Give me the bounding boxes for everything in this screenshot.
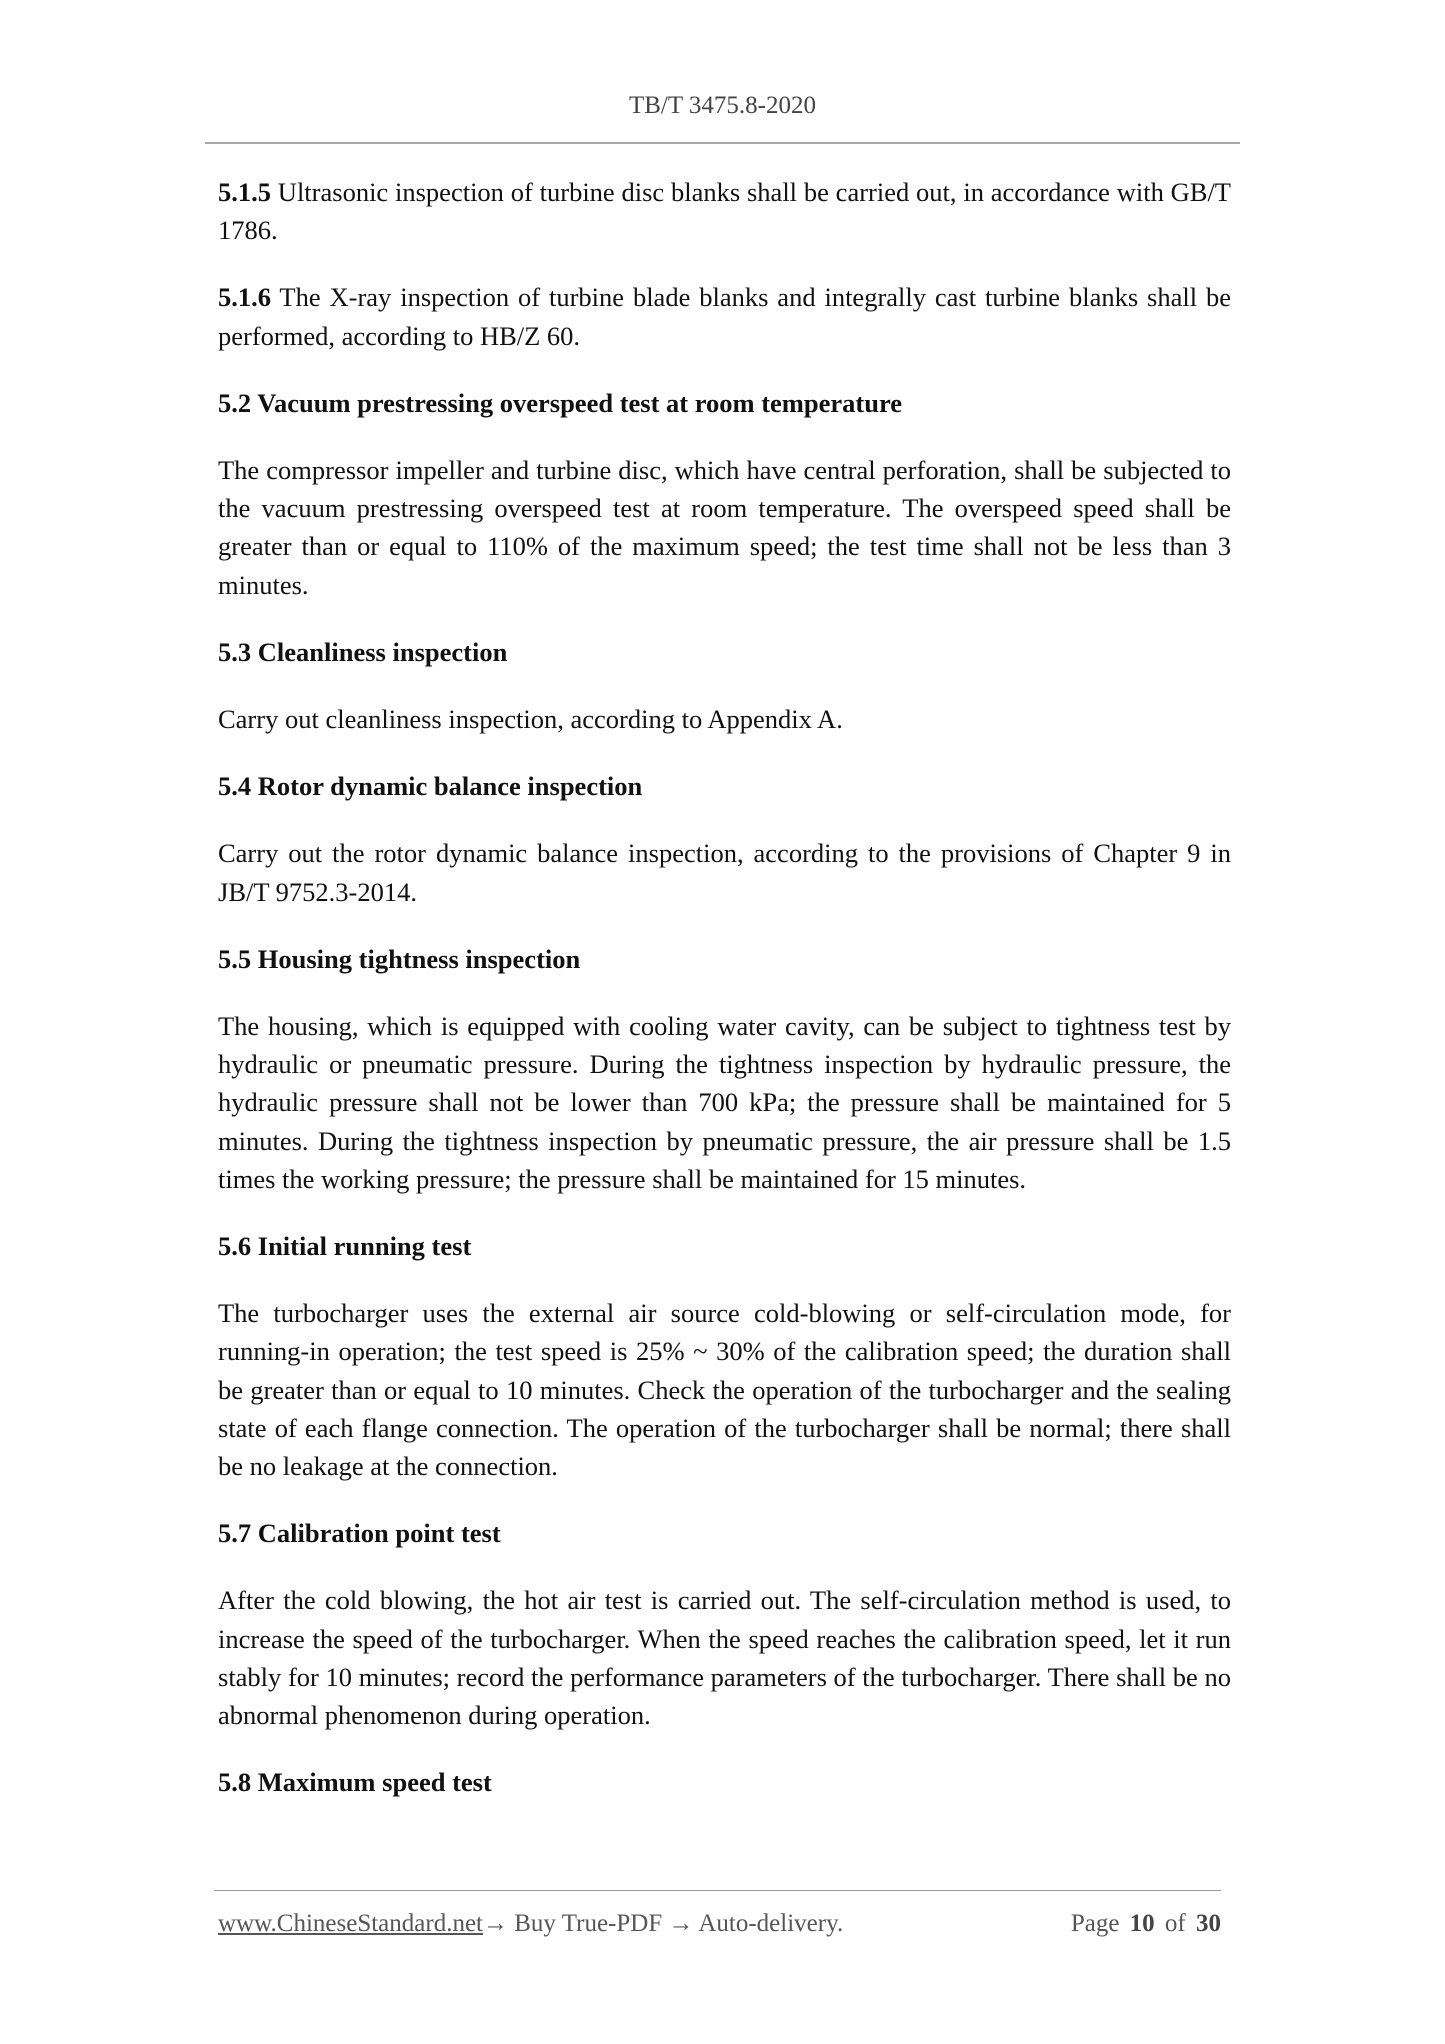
footer-promo [218, 1910, 843, 1938]
section-heading-5-2: 5.2 Vacuum prestressing overspeed test at room temperature [218, 387, 903, 418]
section-heading-5-3: 5.3 Cleanliness inspection [218, 636, 508, 667]
document-code-header: TB/T 3475.8-2020 [628, 92, 817, 119]
page-footer [218, 1910, 1221, 1938]
section-5-5-text: The housing, which is equipped with cooling water cavity, can be subject to tightness test by hydraulic or pneumatic pressure. During the tightness inspection by hydraulic pressure, the hydraulic pressure shall not be lower than 700 kPa; the pressure shall be maintained for 5 minutes. During the tightness inspection by pneumatic pressure, the air pressure shall be 1.5 times the working pressure; the pressure shall be maintained for 15 minutes. [218, 1011, 1231, 1194]
page-number [1067, 1910, 1221, 1938]
section-5-6-text: The turbocharger uses the external air source cold-blowing or self-circulation mode, for running-in operation; the test speed is 25% ~ 30% of the calibration speed; the duration shall be greater than or equal to 10 minutes. Check the operation of the turbocharger and the sealing state of each flange connection. The operation of the turbocharger shall be normal; there shall be no leakage at the connection. [218, 1298, 1231, 1482]
section-5-2-text: The compressor impeller and turbine disc, which have central perforation, shall be subjected to the vacuum prestressing overspeed test at room temperature. The overspeed speed shall be greater than or equal to 110% of the maximum speed; the test time shall not be less than 3 minutes. [218, 455, 1231, 600]
section-5-3-text: Carry out cleanliness inspection, according to Appendix A. [218, 704, 843, 735]
footer-divider [214, 1890, 1221, 1891]
clause-5-1-5 [218, 173, 1231, 249]
section-heading-5-5: 5.5 Housing tightness inspection [218, 943, 581, 974]
clause-5-1-6 [218, 278, 1231, 354]
arrow-right-icon: → [483, 1910, 508, 1937]
page-label: Page [1070, 1910, 1120, 1937]
clause-number: 5.1.5 [218, 177, 271, 207]
section-5-7-text: After the cold blowing, the hot air test is carried out. The self-circulation method is used, to increase the speed of the turbocharger. When the speed reaches the calibration speed, let it run stably for 10 minutes; record the performance parameters of the turbocharger. There shall be no abnormal phenomenon during operation. [218, 1585, 1231, 1731]
section-heading-5-6: 5.6 Initial running test [218, 1231, 472, 1262]
section-5-4-text: Carry out the rotor dynamic balance inspection, according to the provisions of Chapter 9 in JB/T 9752.3-2014. [218, 838, 1231, 907]
section-heading-5-7: 5.7 Calibration point test [218, 1518, 501, 1549]
header-divider [205, 142, 1240, 144]
section-heading-5-8: 5.8 Maximum speed test [218, 1767, 492, 1798]
section-heading-5-4: 5.4 Rotor dynamic balance inspection [218, 771, 643, 802]
chinesestandard-link[interactable]: www.ChineseStandard.net [218, 1910, 483, 1937]
document-body [218, 173, 1231, 1831]
clause-text: The X-ray inspection of turbine blade blanks and integrally cast turbine blanks shall be performed, according to HB/Z 60. [218, 282, 1231, 351]
clause-text: Ultrasonic inspection of turbine disc blanks shall be carried out, in accordance with GB/T 1786. [218, 177, 1231, 246]
buy-true-pdf-text: Buy True-PDF [508, 1910, 669, 1937]
arrow-right-icon: → [668, 1910, 694, 1937]
clause-number: 5.1.6 [218, 282, 271, 313]
page-of-label: of [1164, 1910, 1186, 1937]
total-pages: 30 [1196, 1910, 1221, 1937]
auto-delivery-text: Auto-delivery. [693, 1910, 844, 1937]
current-page: 10 [1129, 1910, 1155, 1937]
